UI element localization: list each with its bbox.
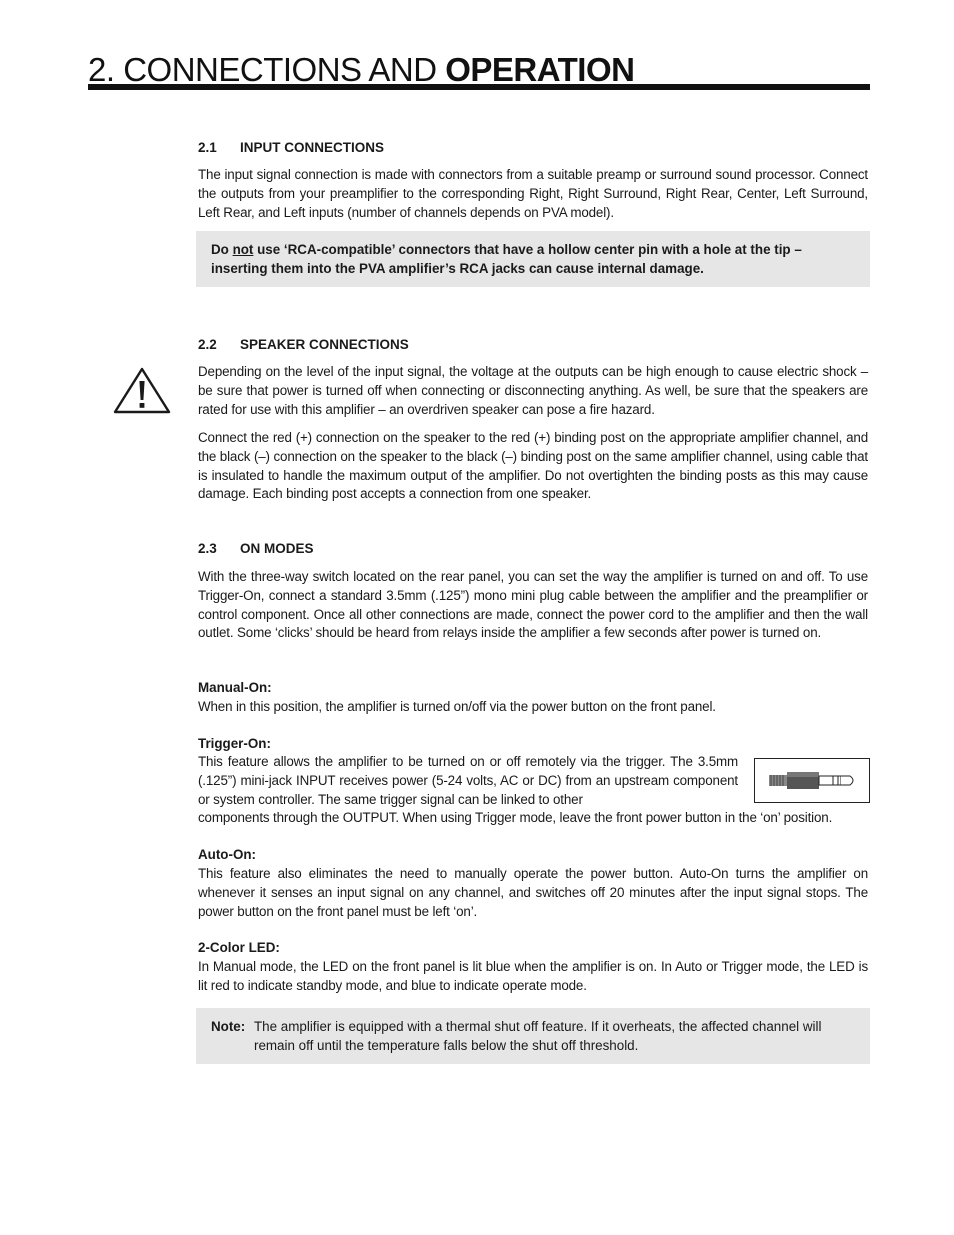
section-title: INPUT CONNECTIONS — [240, 140, 385, 155]
section-number: 2.1 — [198, 140, 217, 155]
mini-plug-icon — [755, 759, 869, 802]
input-connections-text: The input signal connection is made with connectors from a suitable preamp or surround sound processor. Connect the outputs from your preamplifier to the corresponding Right, Right Surround, Right Rear, Center, Left Surround, Left Rear, and Left inputs (number of channels depends on PVA model). — [198, 167, 868, 220]
speaker-safety-text: Depending on the level of the input signal, the voltage at the outputs can be high enough to cause electric shock – be sure that power is turned off when connecting or disconnecting anything. As well, be sure that the speakers are rated for use with this amplifier – an overdriven speaker can pose a fire hazard. — [198, 364, 868, 417]
rca-warning-callout: Do not use ‘RCA-compatible’ connectors that have a hollow center pin with a hole at the tip – inserting them into the PVA amplifier’s RCA jacks can cause internal damage. — [196, 231, 870, 287]
speaker-wiring-text: Connect the red (+) connection on the speaker to the red (+) binding post on the appropriate amplifier channel, and the black (–) connection on the speaker to the black (–) binding post on the same amplifier channel, using cable that is insulated to handle the maximum output of the amplifier. Do not overtighten the binding posts as this may cause damage. Each binding post accepts a connection from one speaker. — [198, 430, 868, 502]
led-label: 2-Color LED: — [198, 940, 280, 955]
section-heading-on-modes — [198, 541, 314, 556]
page-title — [88, 52, 870, 90]
section-number: 2.3 — [198, 541, 217, 556]
auto-on-label: Auto-On: — [198, 847, 257, 862]
trigger-on-text: This feature allows the amplifier to be turned on or off remotely via the trigger. The 3.5mm (.125”) mini-jack INPUT receives power (5-24 volts, AC or DC) from an upstream component or system controller. The same trigger signal can be linked to other — [198, 754, 738, 807]
section-title: ON MODES — [240, 541, 314, 556]
manual-on-text: When in this position, the amplifier is turned on/off via the power button on the front panel. — [198, 699, 716, 714]
auto-on-text: This feature also eliminates the need to manually operate the power button. Auto-On turns the amplifier on whenever it senses an input signal on any channel, and switches off 20 minutes after the input signal stops. The power button on the front panel must be left ‘on’. — [198, 866, 868, 919]
section-title: SPEAKER CONNECTIONS — [240, 337, 409, 352]
trigger-on-label: Trigger-On: — [198, 736, 271, 751]
manual-on-label: Manual-On: — [198, 680, 272, 695]
trigger-on-text-continued: components through the OUTPUT. When using Trigger mode, leave the front power button in the ‘on’ position. — [198, 810, 833, 825]
led-text: In Manual mode, the LED on the front panel is lit blue when the amplifier is on. In Auto or Trigger mode, the LED is lit red to indicate standby mode, and blue to indicate operate mode. — [198, 959, 868, 993]
section-heading-input — [198, 140, 384, 155]
page-title-bold: OPERATION — [445, 51, 635, 88]
thermal-note-callout — [196, 1008, 870, 1064]
emphasis-not: not — [232, 242, 254, 257]
on-modes-intro-text: With the three-way switch located on the rear panel, you can set the way the amplifier is turned on and off. To use Trigger-On, connect a standard 3.5mm (.125”) mono mini plug cable between the amplifier and the preamplifier or control component. Once all other connections are made, connect the power cord to the amplifier and then the wall outlet. Some ‘clicks’ should be heard from relays inside the amplifier a few seconds after power is turned on. — [198, 569, 868, 641]
page-title-prefix: 2. CONNECTIONS AND — [88, 51, 446, 88]
mini-plug-illustration — [754, 758, 870, 803]
note-text: The amplifier is equipped with a thermal shut off feature. If it overheats, the affected channel will remain off until the temperature falls below the shut off threshold. — [254, 1019, 822, 1053]
note-label: Note: — [211, 1019, 246, 1034]
section-heading-speaker — [198, 337, 409, 352]
warning-triangle-icon — [112, 366, 172, 416]
section-number: 2.2 — [198, 337, 217, 352]
